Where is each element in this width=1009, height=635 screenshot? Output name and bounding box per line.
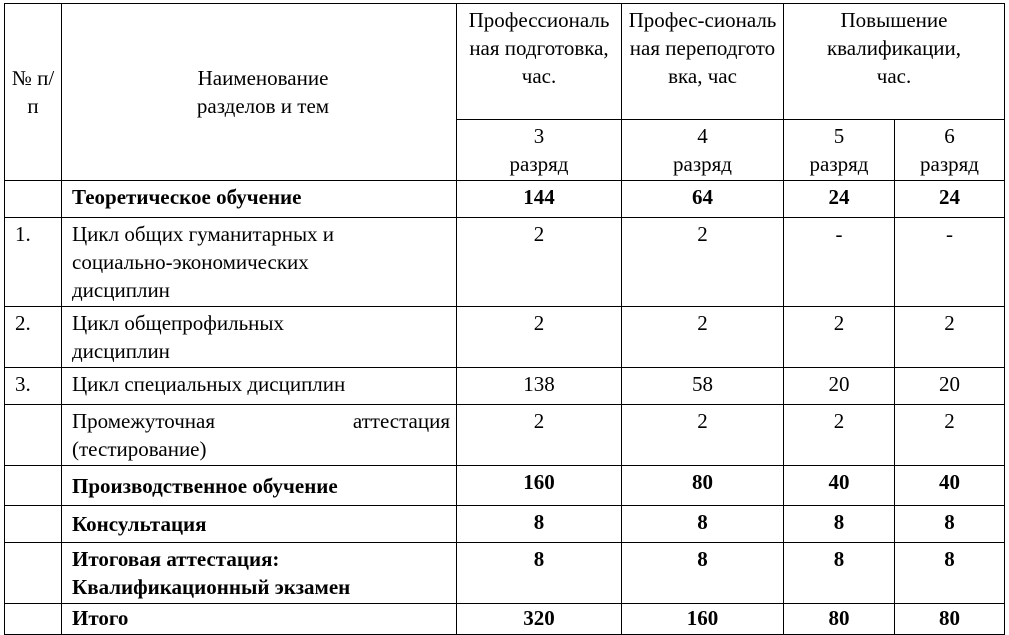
row-value: 80 xyxy=(622,466,784,506)
row-value: 2 xyxy=(622,405,784,466)
table-row xyxy=(5,307,1005,368)
row-name-part: (тестирование) xyxy=(72,437,207,461)
header-col6-text: 6 разряд xyxy=(920,124,979,176)
row-name: Цикл специальных дисциплин xyxy=(62,368,457,405)
row-name: Производственное обучение xyxy=(62,466,457,506)
header-prof-training-text: Профессиональная подготовка, час. xyxy=(468,8,610,88)
row-value: 64 xyxy=(622,181,784,218)
header-num xyxy=(5,4,62,181)
header-col4-text: 4 разряд xyxy=(673,124,732,176)
header-prof-training xyxy=(457,4,622,120)
row-value: 8 xyxy=(784,506,895,543)
row-value: 2 xyxy=(622,218,784,307)
row-name xyxy=(62,405,457,466)
table-row xyxy=(5,466,1005,506)
header-qualification-text: Повышение квалификации, час. xyxy=(826,8,962,88)
row-value: 8 xyxy=(457,543,622,604)
row-name: Теоретическое обучение xyxy=(62,181,457,218)
row-name xyxy=(62,543,457,604)
row-value: - xyxy=(784,218,895,307)
row-value: 8 xyxy=(895,506,1005,543)
row-num xyxy=(5,604,62,635)
row-value: 2 xyxy=(784,307,895,368)
row-value: 2 xyxy=(457,307,622,368)
curriculum-table xyxy=(4,3,1005,635)
row-value: 8 xyxy=(622,543,784,604)
row-num xyxy=(5,466,62,506)
row-name: Консультация xyxy=(62,506,457,543)
row-name-text: Цикл общепрофильных дисциплин xyxy=(72,311,284,363)
row-name xyxy=(62,218,457,307)
row-value: 2 xyxy=(895,405,1005,466)
header-name-text: Наименование разделов и тем xyxy=(196,66,330,118)
table-row xyxy=(5,543,1005,604)
header-col6 xyxy=(895,120,1005,181)
row-value: 2 xyxy=(457,218,622,307)
row-value: 2 xyxy=(784,405,895,466)
header-col5 xyxy=(784,120,895,181)
row-num: 1. xyxy=(5,218,62,307)
header-col3 xyxy=(457,120,622,181)
row-value: 144 xyxy=(457,181,622,218)
row-value: 160 xyxy=(457,466,622,506)
row-value: 80 xyxy=(895,604,1005,635)
row-value: 2 xyxy=(895,307,1005,368)
header-col3-text: 3 разряд xyxy=(509,124,569,176)
table-row xyxy=(5,405,1005,466)
row-value: 2 xyxy=(457,405,622,466)
row-num: 3. xyxy=(5,368,62,405)
header-name xyxy=(62,4,457,181)
header-prof-retraining-text: Профес-сиональная переподготовка, час xyxy=(628,8,777,88)
row-value: 138 xyxy=(457,368,622,405)
row-num xyxy=(5,543,62,604)
row-value: 2 xyxy=(622,307,784,368)
row-value: 8 xyxy=(784,543,895,604)
row-name: Итого xyxy=(62,604,457,635)
row-name xyxy=(62,307,457,368)
table-row xyxy=(5,604,1005,635)
table-row xyxy=(5,181,1005,218)
header-col4 xyxy=(622,120,784,181)
table-row xyxy=(5,506,1005,543)
row-name-part: Промежуточная xyxy=(72,409,216,433)
row-value: 8 xyxy=(622,506,784,543)
row-name-part: Итоговая аттестация: xyxy=(72,547,280,571)
row-value: - xyxy=(895,218,1005,307)
row-value: 24 xyxy=(784,181,895,218)
row-value: 20 xyxy=(784,368,895,405)
row-value: 8 xyxy=(895,543,1005,604)
row-value: 40 xyxy=(784,466,895,506)
header-qualification xyxy=(784,4,1005,120)
row-value: 160 xyxy=(622,604,784,635)
row-name-text: Цикл общих гуманитарных и социально-экономических дисциплин xyxy=(72,222,335,302)
row-num xyxy=(5,181,62,218)
row-name-line xyxy=(72,407,450,435)
table-row xyxy=(5,368,1005,405)
row-value: 80 xyxy=(784,604,895,635)
row-value: 8 xyxy=(457,506,622,543)
row-name-part: Квалификационный экзамен xyxy=(72,575,351,599)
row-value: 40 xyxy=(895,466,1005,506)
row-num xyxy=(5,405,62,466)
row-num: 2. xyxy=(5,307,62,368)
row-name-part: аттестация xyxy=(352,409,450,433)
header-col5-text: 5 разряд xyxy=(809,124,869,176)
table-row xyxy=(5,218,1005,307)
row-value: 20 xyxy=(895,368,1005,405)
row-num xyxy=(5,506,62,543)
header-prof-retraining xyxy=(622,4,784,120)
row-value: 24 xyxy=(895,181,1005,218)
row-value: 58 xyxy=(622,368,784,405)
row-value: 320 xyxy=(457,604,622,635)
header-num-text: № п/п xyxy=(11,66,55,118)
